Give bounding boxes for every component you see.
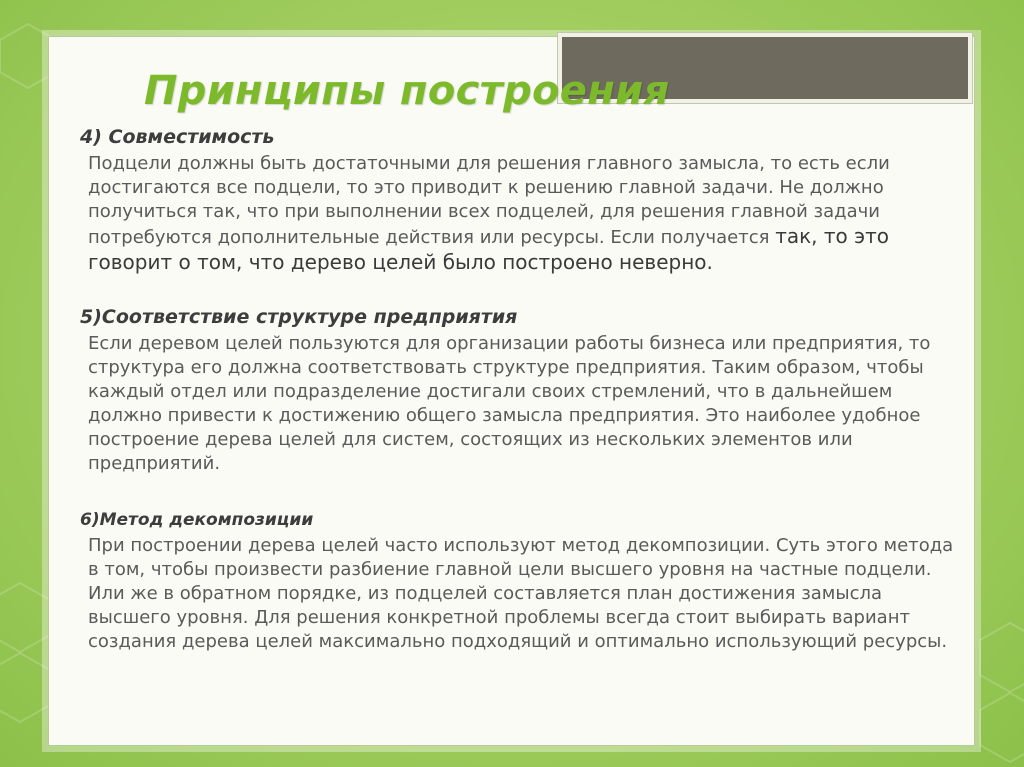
section-heading: 4) Совместимость bbox=[80, 126, 275, 148]
paragraph-emphasis-text: так, то это говорит о том, что дерево целей было построено неверно. bbox=[88, 224, 889, 274]
section-paragraph: При построении дерева целей часто используют метод декомпозиции. Суть этого метода в том, чтобы произвести разбиение главной цели высшего уровня на частные подцели. Или же в обратном порядке, из подцелей составляется план достижения замысла высшего уровня. Для решения конкретной проблемы всегда стоит выбирать вариант создания дерева целей максимально подходящий и оптимально использующий ресурсы. bbox=[88, 535, 954, 652]
section-paragraph bbox=[88, 152, 960, 276]
section-heading: 6)Метод декомпозиции bbox=[80, 510, 314, 530]
section-paragraph: Если деревом целей пользуются для организации работы бизнеса или предприятия, то структура его должна соответствовать структуре предприятия. Таким образом, чтобы каждый отдел или подразделение достигали своих стремлений, что в дальнейшем должно привести к достижению общего замысла предприятия. Это наиболее удобное построение дерева целей для систем, состоящих из нескольких элементов или предприятий. bbox=[88, 333, 931, 474]
section-structure-match bbox=[80, 306, 960, 476]
section-heading: 5)Соответствие структуре предприятия bbox=[80, 306, 518, 328]
section-compatibility bbox=[80, 126, 960, 276]
slide-title: Принципы построения bbox=[144, 68, 670, 114]
section-decomposition bbox=[80, 510, 960, 654]
slide-content bbox=[80, 126, 960, 654]
paragraph-text: Подцели должны быть достаточными для решения главного замысла, то есть если достигаются все подцели, то это приводит к решению главной задачи. Не должно получиться так, что при выполнении всех подцелей, для решения главной задачи потребуются дополнительные действия или ресурсы. Если получается bbox=[88, 153, 890, 248]
